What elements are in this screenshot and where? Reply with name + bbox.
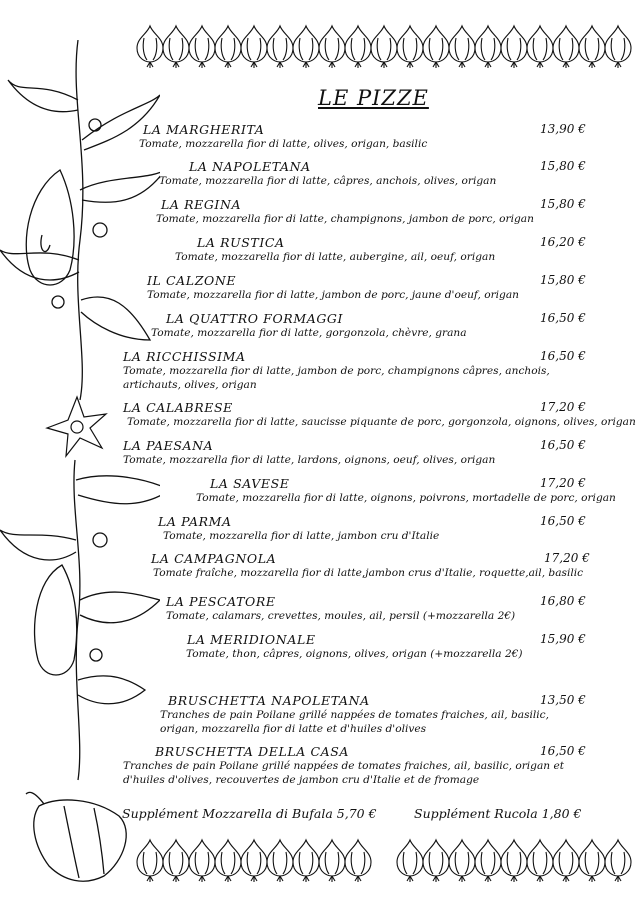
pizza-name: LA CAMPAGNOLA <box>151 551 277 566</box>
pizza-description: Tomate, mozzarella fior di latte, jambon cru d'Italie <box>163 530 440 542</box>
pizza-price: 16,80 € <box>540 594 586 608</box>
pizza-price: 15,80 € <box>540 273 586 287</box>
pepper-icon <box>24 786 134 886</box>
pizza-description: Tomate, mozzarella fior di latte, câpres, anchois, olives, origan <box>159 175 497 187</box>
pizza-description: Tomate, mozzarella fior di latte, saucisse piquante de porc, gorgonzola, oignons, olives, origan <box>127 416 636 428</box>
pizza-name: LA CALABRESE <box>123 400 233 415</box>
flower-icon <box>42 392 112 462</box>
pizza-description: Tomate, mozzarella fior di latte, gorgonzola, chèvre, grana <box>151 327 467 339</box>
pizza-name: LA RUSTICA <box>197 235 285 250</box>
pizza-name: LA REGINA <box>161 197 242 212</box>
pizza-price: 15,90 € <box>540 632 586 646</box>
pizza-description: Tomate, mozzarella fior di latte, oignons, poivrons, mortadelle de porc, origan <box>196 492 616 504</box>
pizza-price: 16,50 € <box>540 349 586 363</box>
pizza-description: Tranches de pain Poilane grillé nappées de tomates fraiches, ail, basilic, origan, mozzarella fior di latte et d'huiles d'olives <box>160 709 549 735</box>
pizza-name: LA PESCATORE <box>166 594 276 609</box>
pizza-description: Tomate, mozzarella fior di latte, jambon de porc, champignons câpres, anchois, artichauts, olives, origan <box>123 365 550 391</box>
pizza-name: BRUSCHETTA NAPOLETANA <box>168 693 370 708</box>
pizza-price: 16,50 € <box>540 514 586 528</box>
pizza-name: LA MARGHERITA <box>143 122 265 137</box>
pizza-price: 15,80 € <box>540 159 586 173</box>
pizza-price: 17,20 € <box>540 476 586 490</box>
pizza-name: LA RICCHISSIMA <box>123 349 246 364</box>
pizza-name: LA PARMA <box>158 514 232 529</box>
pizza-name: IL CALZONE <box>147 273 237 288</box>
pizza-price: 13,90 € <box>540 122 586 136</box>
supplement-rucola: Supplément Rucola 1,80 € <box>414 806 582 821</box>
pizza-price: 16,50 € <box>540 311 586 325</box>
pizza-name: LA SAVESE <box>210 476 290 491</box>
pizza-description: Tranches de pain Poilane grillé nappées de tomates fraiches, ail, basilic, origan et d'huiles d'olives, recouvertes de jambon cru d'Italie et de fromage <box>123 760 564 786</box>
pizza-description: Tomate fraîche, mozzarella fior di latte,jambon crus d'Italie, roquette,ail, basilic <box>153 567 584 579</box>
pizza-description: Tomate, calamars, crevettes, moules, ail, persil (+mozzarella 2€) <box>166 610 516 622</box>
pizza-description: Tomate, mozzarella fior di latte, champignons, jambon de porc, origan <box>156 213 534 225</box>
page-title: LE PIZZE <box>318 86 429 110</box>
pizza-name: BRUSCHETTA DELLA CASA <box>155 744 350 759</box>
pizza-name: LA MERIDIONALE <box>187 632 316 647</box>
pizza-price: 16,20 € <box>540 235 586 249</box>
pizza-name: LA PAESANA <box>123 438 214 453</box>
pizza-description: Tomate, mozzarella fior di latte, jambon de porc, jaune d'oeuf, origan <box>147 289 519 301</box>
pizza-price: 16,50 € <box>540 438 586 452</box>
pizza-price: 13,50 € <box>540 693 586 707</box>
pizza-description: Tomate, mozzarella fior di latte, aubergine, ail, oeuf, origan <box>175 251 496 263</box>
pizza-name: LA QUATTRO FORMAGGI <box>166 311 344 326</box>
pizza-name: LA NAPOLETANA <box>189 159 311 174</box>
pizza-price: 15,80 € <box>540 197 586 211</box>
pizza-description: Tomate, mozzarella fior di latte, olives, origan, basilic <box>139 138 428 150</box>
pizza-description: Tomate, mozzarella fior di latte, lardons, oignons, oeuf, olives, origan <box>123 454 496 466</box>
supplement-bufala: Supplément Mozzarella di Bufala 5,70 € <box>122 806 377 821</box>
pizza-price: 16,50 € <box>540 744 586 758</box>
pizza-description: Tomate, thon, câpres, oignons, olives, origan (+mozzarella 2€) <box>186 648 523 660</box>
pizza-price: 17,20 € <box>540 400 586 414</box>
pizza-price: 17,20 € <box>544 551 590 565</box>
